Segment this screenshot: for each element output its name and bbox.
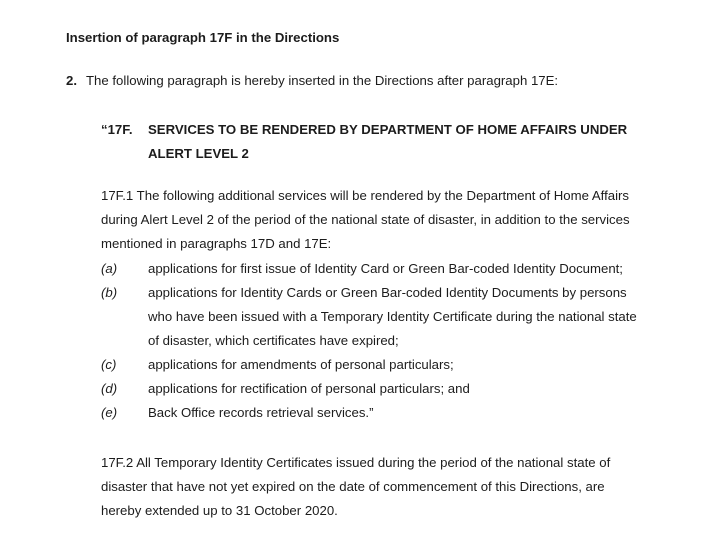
list-item-label: (e): [101, 405, 118, 420]
section-title-line-1: SERVICES TO BE RENDERED BY DEPARTMENT OF HOME AFFAIRS UNDER: [148, 122, 628, 137]
list-item-label: (a): [101, 261, 118, 276]
list-item-label: (d): [101, 381, 118, 396]
paragraph-1-line-2: during Alert Level 2 of the period of the national state of disaster, in addition to the services: [101, 212, 630, 227]
list-item-text: applications for rectification of personal particulars; and: [148, 381, 470, 396]
paragraph-2-line-3: hereby extended up to 31 October 2020.: [101, 503, 338, 518]
intro-number: 2.: [66, 73, 77, 88]
list-item-text: applications for first issue of Identity Card or Green Bar-coded Identity Document;: [148, 261, 623, 276]
list-item-text: of disaster, which certificates have expired;: [148, 333, 399, 348]
intro-text: The following paragraph is hereby inserted in the Directions after paragraph 17E:: [86, 73, 559, 88]
list-item-label: (b): [101, 285, 118, 300]
list-item-text: who have been issued with a Temporary Identity Certificate during the national state: [148, 309, 637, 324]
section-number: “17F.: [101, 122, 133, 137]
list-item-text: applications for Identity Cards or Green Bar-coded Identity Documents by persons: [148, 285, 627, 300]
paragraph-2-line-2: disaster that have not yet expired on the date of commencement of this Directions, are: [101, 479, 605, 494]
paragraph-1-line-3: mentioned in paragraphs 17D and 17E:: [101, 236, 332, 251]
section-title-line-2: ALERT LEVEL 2: [148, 146, 249, 161]
paragraph-2-line-1: 17F.2 All Temporary Identity Certificates issued during the period of the national state of: [101, 455, 611, 470]
list-item-text: Back Office records retrieval services.”: [148, 405, 374, 420]
paragraph-1-line-1: 17F.1 The following additional services will be rendered by the Department of Home Affairs: [101, 188, 630, 203]
document-heading: Insertion of paragraph 17F in the Directions: [66, 30, 340, 45]
list-item-label: (c): [101, 357, 117, 372]
list-item-text: applications for amendments of personal particulars;: [148, 357, 454, 372]
